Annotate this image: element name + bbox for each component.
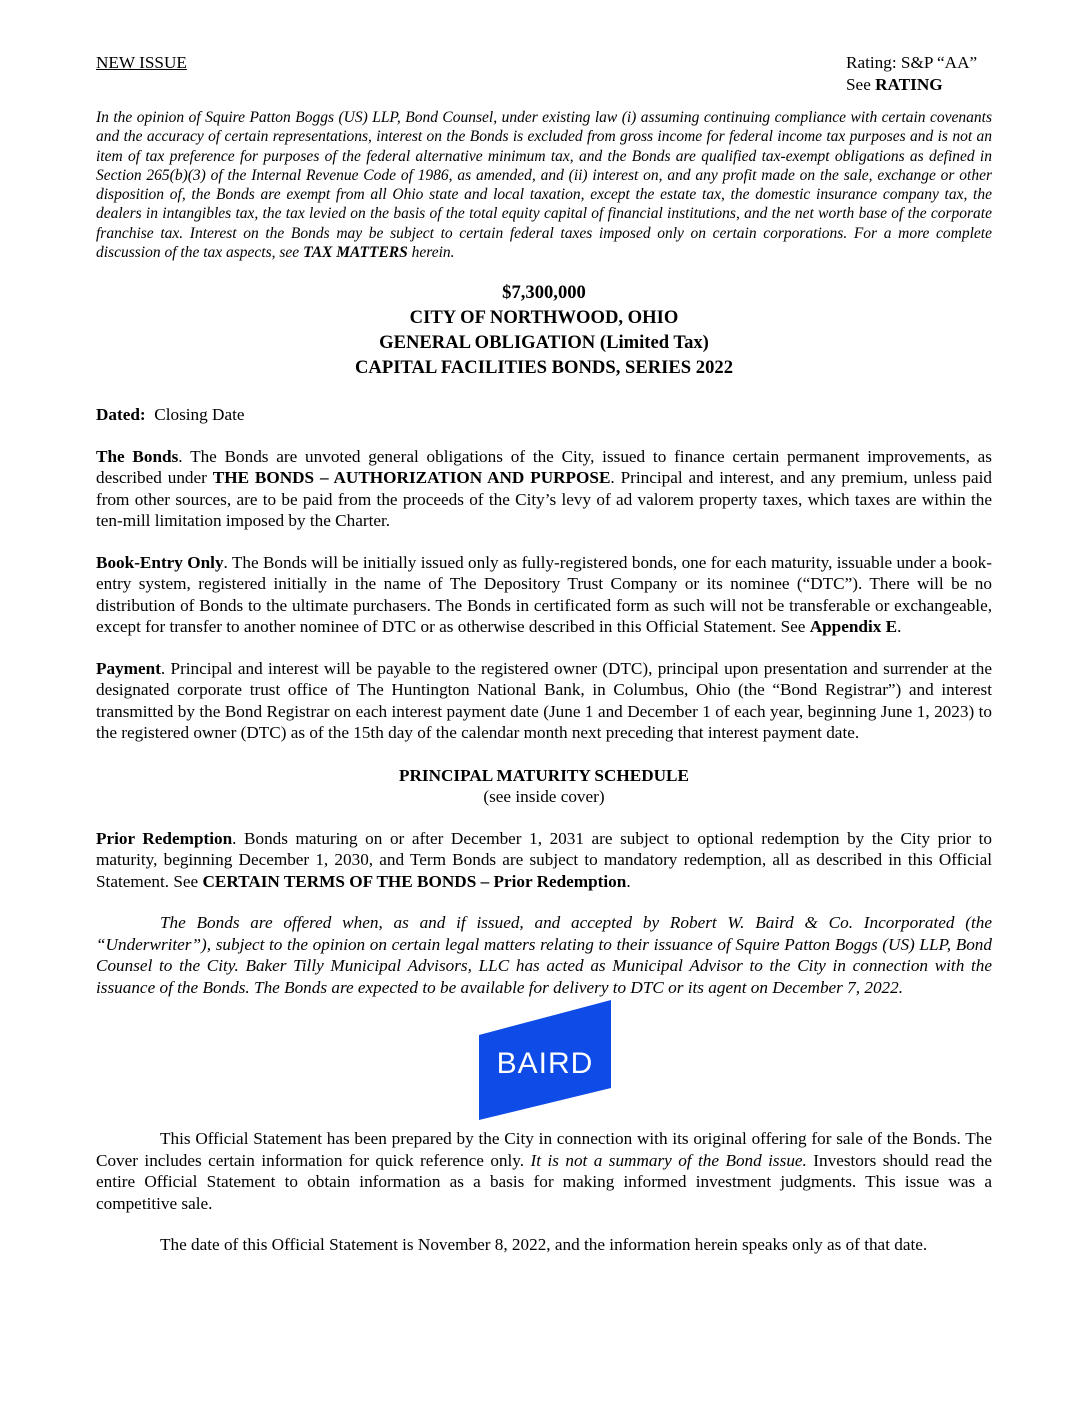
prior-redemption-text-1: . Bonds maturing on or after December 1, 2031 are subject to optional redemption by the City prior to maturity, beginning December 1, 2030, and Term Bonds are subject to mandatory redemption, all as described in this Official Statement. See: [96, 828, 992, 891]
bond-type: GENERAL OBLIGATION (Limited Tax): [379, 332, 709, 354]
authorization-purpose-reference: THE BONDS – AUTHORIZATION AND PURPOSE: [212, 468, 611, 488]
rating-value: Rating: S&P “AA”: [846, 53, 978, 72]
the-bonds-text-2: . Principal and interest, and any premium, unless paid from other sources, are to be paid from the proceeds of the City’s levy of ad valorem property taxes, which taxes are within the ten-mill limitation imposed by the Charter.: [96, 468, 992, 531]
issuer-name: CITY OF NORTHWOOD, OHIO: [409, 307, 679, 329]
official-statement-paragraph: [96, 1128, 992, 1214]
payment-paragraph: [96, 658, 992, 744]
the-bonds-text-1: . The Bonds are unvoted general obligations of the City, issued to finance certain permanent improvements, as described under: [96, 446, 992, 488]
rating-reference: RATING: [875, 75, 943, 94]
payment-text: . Principal and interest will be payable to the registered owner (DTC), principal upon presentation and surrender at the designated corporate trust office of The Huntington National Bank, in Columbus, Ohio (the “Bond Registrar”) and interest transmitted by the Bond Registrar on each interest payment date (June 1 and December 1 of each year, beginning June 1, 2023) to the registered owner (DTC) as of the 15th day of the calendar month next preceding that interest payment date.: [96, 658, 992, 743]
tax-opinion-tail: herein.: [407, 244, 455, 262]
book-entry-paragraph: [96, 552, 992, 638]
dated-value: Closing Date: [145, 405, 245, 425]
baird-logo-container: [98, 1000, 992, 1120]
baird-logo-text: BAIRD: [496, 1047, 594, 1081]
tax-opinion-text: In the opinion of Squire Patton Boggs (US) LLP, Bond Counsel, under existing law (i) assuming continuing compliance with certain covenants and the accuracy of certain representations, interest on the Bonds is excluded from gross income for federal income tax purposes and is not an item of tax preference for purposes of the federal alternative minimum tax, and the Bonds are qualified tax-exempt obligations as defined in Section 265(b)(3) of the Internal Revenue Code of 1986, as amended, and (ii) interest on, and any profit made on the sale, exchange or other disposition of, the Bonds are exempt from all Ohio state and local taxation, except the estate tax, the domestic insurance company tax, the dealers in intangibles tax, the tax levied on the basis of the total equity capital of financial institutions, and the net worth base of the corporate franchise tax. Interest on the Bonds may be subject to certain federal taxes imposed only on certain corporations. For a more complete discussion of the tax aspects, see: [96, 109, 992, 262]
official-statement-text-2: Investors should read the entire Official Statement to obtain information as a basis for making informed investment judgments. This issue was a competitive sale.: [96, 1150, 992, 1213]
payment-heading: Payment: [96, 658, 161, 678]
statement-date-paragraph: The date of this Official Statement is November 8, 2022, and the information herein speaks only as of that date.: [160, 1235, 928, 1255]
prior-redemption-paragraph: [96, 828, 992, 893]
rating-see-line: [846, 74, 992, 96]
dated-label: Dated:: [96, 405, 146, 425]
official-statement-italic-note: It is not a summary of the Bond issue.: [530, 1150, 807, 1170]
book-entry-text-2: .: [897, 617, 902, 637]
prior-redemption-text-2: .: [626, 871, 631, 891]
offering-paragraph: The Bonds are offered when, as and if issued, and accepted by Robert W. Baird & Co. Incorporated (the “Underwriter”), subject to the opinion on certain legal matters relating to their issuance of Squire Patton Boggs (US) LLP, Bond Counsel to the City. Baker Tilly Municipal Advisors, LLC has acted as Municipal Advisor to the City in connection with the issuance of the Bonds. The Bonds are expected to be available for delivery to DTC or its agent on December 7, 2022.: [96, 913, 992, 997]
rating-block: [846, 52, 992, 96]
maturity-schedule-note: (see inside cover): [483, 787, 605, 807]
official-statement-text-1: This Official Statement has been prepared by the City in connection with its original offering for sale of the Bonds. The Cover includes certain information for quick reference only.: [96, 1129, 992, 1170]
maturity-schedule-heading: PRINCIPAL MATURITY SCHEDULE: [399, 765, 689, 785]
dated-line: [96, 404, 992, 426]
cover-page: [96, 52, 992, 1256]
new-issue-label: NEW ISSUE: [96, 53, 187, 72]
the-bonds-heading: The Bonds: [96, 446, 179, 466]
book-entry-heading: Book-Entry Only: [96, 552, 224, 572]
bond-amount: $7,300,000: [502, 282, 586, 304]
tax-opinion-paragraph: [96, 108, 992, 262]
appendix-e-reference: Appendix E: [809, 617, 898, 637]
prior-redemption-reference: CERTAIN TERMS OF THE BONDS – Prior Redemption: [202, 871, 627, 891]
prior-redemption-heading: Prior Redemption: [96, 828, 233, 848]
maturity-schedule-block: [96, 765, 992, 808]
bond-title-block: [96, 280, 992, 380]
tax-matters-reference: TAX MATTERS: [303, 244, 408, 262]
the-bonds-paragraph: [96, 446, 992, 532]
baird-logo: [479, 1000, 611, 1120]
header-row: [96, 52, 992, 96]
book-entry-text-1: . The Bonds will be initially issued only as fully-registered bonds, one for each maturity, issuable under a book-entry system, registered initially in the name of The Depository Trust Company or its nominee (“DTC”). There will be no distribution of Bonds to the ultimate purchasers. The Bonds in certificated form as such will not be transferable or exchangeable, except for transfer to another nominee of DTC or as otherwise described in this Official Statement. See: [96, 552, 992, 637]
bond-series: CAPITAL FACILITIES BONDS, SERIES 2022: [354, 357, 733, 379]
rating-see-text: See: [846, 75, 876, 94]
